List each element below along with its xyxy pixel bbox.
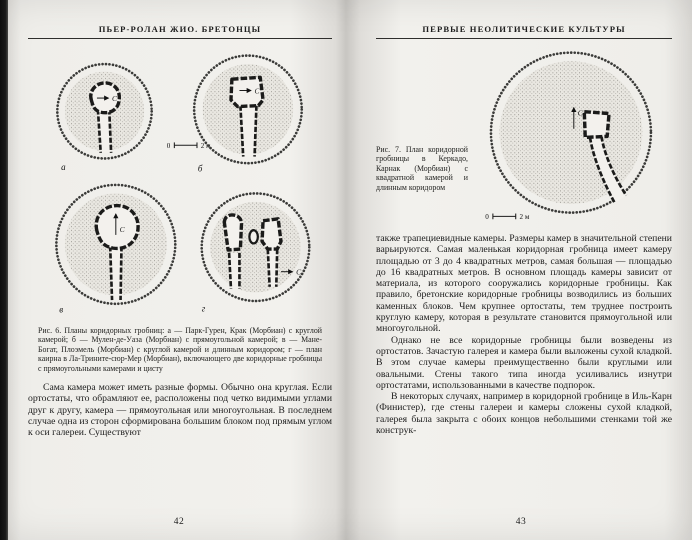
figure-6-drawing: [29, 45, 331, 321]
north-label: С: [254, 86, 260, 96]
north-label: С: [112, 93, 118, 103]
diagram-letter-g: г: [201, 303, 206, 314]
tomb-plan-v: [56, 185, 175, 314]
figure-7-drawing: [470, 45, 670, 224]
tomb-plan-a: [57, 64, 151, 172]
north-label: С: [119, 225, 125, 235]
left-chamber: [224, 215, 241, 250]
round-chamber: [96, 206, 138, 249]
scale-zero: 0: [485, 213, 489, 222]
diagram-letter-b: б: [197, 163, 203, 174]
diagram-letter-a: а: [61, 161, 66, 172]
left-running-head: ПЬЕР-РОЛАН ЖИО. БРЕТОНЦЫ: [28, 24, 332, 39]
tomb-plan-kercado: [491, 53, 651, 213]
scale-end: 2 м: [200, 142, 211, 151]
right-body-paragraph-3: В некоторых случаях, например в коридорной гробнице в Иль-Карн (Финистер), где стены галереи и камеры сложены сухой кладкой, галерея была закрыта с обоих концов небольшими стенками той же конструк-: [376, 391, 672, 437]
square-chamber: [584, 112, 609, 138]
north-label: С: [296, 267, 302, 277]
cist: [249, 230, 257, 243]
figure-7: [376, 45, 672, 224]
right-page: [350, 0, 692, 540]
left-page-number: 42: [173, 517, 185, 527]
scale-bar: [485, 213, 530, 221]
scale-zero: 0: [166, 142, 171, 151]
right-body-paragraph-1: также трапециевидные камеры. Размеры камер в значительной степени варьируются. Самая маленькая коридорная гробница имеет камеру площадью от 3 до 4 квадратных метров, самая большая — площадью до 16 квадратных метров. В основном площадь камеры зависит от материала, из которого сооружались коридорные гробницы. Как правило, бретонские коридорные гробницы возводились из больших каменных блоков. Чем крупнее ортостаты, тем труднее построить круглую камеру, которая в результате становится прямоугольной или многоугольной.: [376, 233, 672, 335]
left-page: [8, 0, 350, 540]
scan-dark-edge: [0, 0, 8, 540]
figure-6: [28, 45, 332, 373]
north-label: С: [577, 108, 583, 118]
right-page-number: 43: [515, 517, 527, 527]
left-body-paragraph: Сама камера может иметь разные формы. Обычно она круглая. Если ортостаты, что обрамляют ее, расположены под четко видимыми углами друг к другу, камера — прямоугольная или многоугольная. В последнем случае одна из сторон сформирована большим блоком под прямым углом к оси галереи. Существуют: [28, 382, 332, 439]
mound-stipple: [210, 202, 301, 293]
mound-stipple: [500, 61, 643, 204]
corridor-wall: [255, 106, 257, 157]
scale-bar: [167, 142, 211, 150]
cairn-plan-g: [202, 193, 310, 313]
right-chamber: [262, 219, 281, 249]
diagram-letter-v: в: [59, 304, 64, 315]
scale-end: 2 м: [519, 213, 530, 222]
figure-7-caption: Рис. 7. План коридорной гробницы в Керкадо, Карнак (Морбиан) с квадратной камерой и длинным коридором: [376, 145, 468, 192]
tomb-plan-b: [194, 56, 302, 174]
figure-6-caption: Рис. 6. Планы коридорных гробниц: а — Парк-Гурен, Крак (Морбиан) с круглой камерой; б — Мулен-де-Уаза (Морбиан) с прямоугольной камерой; в — Мане-Богат, Плоэмель (Морбиан) с круглой камерой и длинным коридором; г — план каирна в Ла-Трините-сюр-Мер (Морбиан), включающего две коридорные гробницы с прямоугольными камерами и цисту: [38, 326, 322, 373]
right-running-head: ПЕРВЫЕ НЕОЛИТИЧЕСКИЕ КУЛЬТУРЫ: [376, 24, 672, 39]
right-body-paragraph-2: Однако не все коридорные гробницы были возведены из ортостатов. Зачастую галерея и камера были выложены сухой кладкой. В этом случае камеры преимущественно были круглыми или овальными. Стены такого типа иногда усиливались изнутри ортостатами, использованными в качестве подпорок.: [376, 334, 672, 391]
book-spread: [8, 0, 692, 540]
